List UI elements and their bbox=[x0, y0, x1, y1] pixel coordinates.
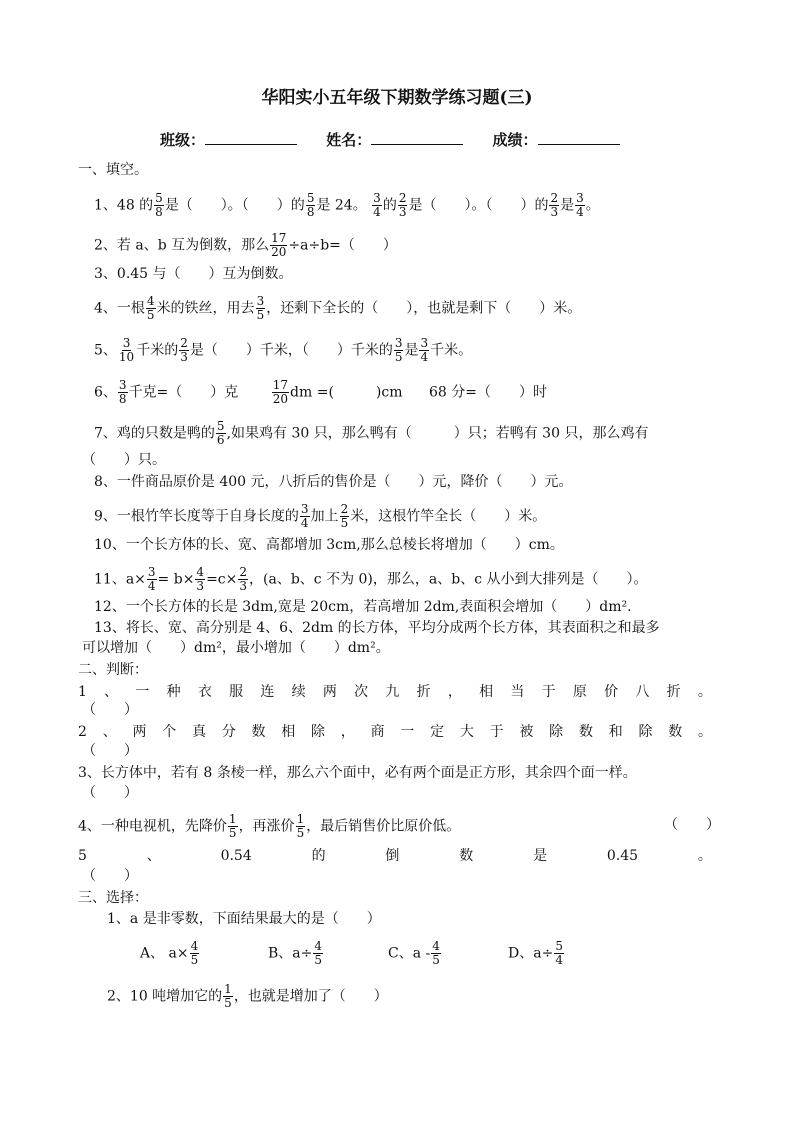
fraction: $\frac{4}{3}$ bbox=[196, 565, 205, 593]
name-blank bbox=[371, 130, 463, 145]
spaced-char: 服 bbox=[229, 684, 244, 700]
spaced-char: 种 bbox=[166, 684, 181, 700]
spaced-char: 一 bbox=[400, 724, 415, 740]
spaced-char: 一 bbox=[135, 684, 150, 700]
fraction: $\frac{3}{4}$ bbox=[300, 502, 309, 530]
spaced-char: 九 bbox=[385, 684, 400, 700]
spaced-char: 相 bbox=[479, 684, 494, 700]
question-2: 2、若 a、b 互为倒数，那么 $\frac{17}{20}$ ÷a÷b=（ ） bbox=[94, 231, 397, 259]
fraction: $\frac{3}{4}$ bbox=[147, 565, 156, 593]
question-10: 10、一个长方体的长、宽、高都增加 3cm,那么总棱长将增加（ ）cm。 bbox=[94, 537, 564, 553]
choice-2: 2、10 吨增加它的 $\frac{1}{5}$ ，也就是增加了（ ） bbox=[107, 982, 388, 1010]
question-1: 1、48 的 $\frac{5}{8}$ 是（ ）。（ ）的 $\frac{5}{8}$ 是 24。 $\frac{3}{4}$ 的 $\frac{2}{3}$ 是（ ）。（ ）的 $\frac{2}{3}$ 是 $\frac{3}{4}$ 。 bbox=[94, 191, 600, 219]
question-6: 6、 $\frac{3}{8}$ 千克=（ ）克 $\frac{17}{20}$ dm =( )cm 68 分=（ ）时 bbox=[94, 378, 547, 406]
spaced-char: 折 bbox=[666, 684, 681, 700]
section-1-heading: 一、填空。 bbox=[78, 162, 148, 178]
spaced-char: 除 bbox=[311, 724, 326, 740]
choice-1-option-b: B、a÷ $\frac{4}{5}$ bbox=[268, 939, 323, 967]
score-label: 成绩： bbox=[492, 131, 538, 149]
page-title: 华阳实小五年级下期数学练习题(三) bbox=[261, 88, 533, 108]
question-7-continued: （ ）只。 bbox=[82, 452, 166, 468]
judgment-5 bbox=[78, 846, 712, 866]
spaced-char: 商 bbox=[370, 724, 385, 740]
spaced-char: 相 bbox=[281, 724, 296, 740]
choice-1-option-d: D、a÷ $\frac{5}{4}$ bbox=[508, 939, 563, 967]
spaced-char: 2 bbox=[78, 724, 87, 740]
spaced-char: 连 bbox=[260, 684, 275, 700]
spaced-char: 原 bbox=[572, 684, 587, 700]
spaced-char: 八 bbox=[635, 684, 650, 700]
fraction: $\frac{3}{8}$ bbox=[118, 378, 127, 406]
section-2-heading: 二、判断： bbox=[78, 662, 148, 678]
choice-1-option-a: A、 a× $\frac{4}{5}$ bbox=[140, 939, 199, 967]
judgment-1 bbox=[78, 682, 712, 702]
fraction: $\frac{1}{5}$ bbox=[224, 982, 232, 1010]
spaced-char: 于 bbox=[489, 724, 504, 740]
question-9: 9、一根竹竿长度等于自身长度的 $\frac{3}{4}$ 加上 $\frac{2}{5}$ 米，这根竹竿全长（ ）米。 bbox=[94, 502, 547, 530]
fraction: $\frac{5}{8}$ bbox=[155, 191, 163, 219]
fraction: $\frac{2}{3}$ bbox=[398, 191, 407, 219]
spaced-char: 于 bbox=[541, 684, 556, 700]
spaced-char: 、 bbox=[104, 684, 119, 700]
spaced-char: 续 bbox=[291, 684, 306, 700]
judgment-2-answer: （ ） bbox=[82, 743, 138, 759]
fraction: $\frac{4}{5}$ bbox=[432, 939, 440, 967]
spaced-char: 被 bbox=[519, 724, 534, 740]
spaced-char: 。 bbox=[697, 684, 712, 700]
judgment-1-answer: （ ） bbox=[82, 702, 138, 718]
spaced-char: 两 bbox=[322, 684, 337, 700]
fraction: $\frac{1}{5}$ bbox=[228, 812, 237, 840]
spaced-char: 衣 bbox=[197, 684, 212, 700]
judgment-2 bbox=[78, 722, 712, 742]
fraction: $\frac{1}{5}$ bbox=[296, 812, 305, 840]
question-3: 3、0.45 与（ ）互为倒数。 bbox=[94, 266, 293, 282]
fraction: $\frac{2}{5}$ bbox=[340, 502, 349, 530]
spaced-char: 数 bbox=[578, 724, 593, 740]
spaced-char: 、 bbox=[146, 848, 161, 864]
spaced-char: 是 bbox=[533, 848, 548, 864]
spaced-char: 数 bbox=[668, 724, 683, 740]
spaced-char: ， bbox=[447, 684, 462, 700]
question-8: 8、一件商品原价是 400 元，八折后的售价是（ ）元，降价（ ）元。 bbox=[94, 474, 573, 490]
class-blank bbox=[205, 130, 297, 145]
fraction: $\frac{3}{5}$ bbox=[256, 294, 265, 322]
fraction: $\frac{3}{4}$ bbox=[420, 336, 429, 364]
spaced-char: 0.54 bbox=[220, 848, 252, 864]
judgment-5-answer: （ ） bbox=[82, 868, 138, 884]
name-label: 姓名： bbox=[326, 131, 372, 149]
judgment-4: 4、一种电视机，先降价 $\frac{1}{5}$ ，再涨价 $\frac{1}{5}$ ，最后销售价比原价低。 bbox=[78, 812, 461, 840]
spaced-char: 。 bbox=[697, 848, 712, 864]
spaced-char: 定 bbox=[430, 724, 445, 740]
student-info-line bbox=[160, 130, 644, 150]
question-13: 13、将长、宽、高分别是 4、6、2dm 的长方体，平均分成两个长方体，其表面积之和最多 bbox=[94, 620, 660, 636]
fraction: $\frac{3}{4}$ bbox=[576, 191, 584, 219]
question-11: 11、a× $\frac{3}{4}$ = b× $\frac{4}{3}$ =c× $\frac{2}{3}$ ，(a、b、c 不为 0)，那么，a、b、c 从小到大排列是（ ）。 bbox=[94, 565, 648, 593]
spaced-char: 两 bbox=[132, 724, 147, 740]
spaced-char: 5 bbox=[78, 848, 87, 864]
spaced-char: 和 bbox=[608, 724, 623, 740]
question-4: 4、一根 $\frac{4}{5}$ 米的铁丝，用去 $\frac{3}{5}$ ，还剩下全长的（ ），也就是剩下（ ）米。 bbox=[94, 294, 582, 322]
fraction: $\frac{17}{20}$ bbox=[271, 231, 287, 259]
judgment-3-answer: （ ） bbox=[82, 785, 138, 801]
question-7: 7、鸡的只数是鸭的 $\frac{5}{6}$ ,如果鸡有 30 只，那么鸭有（ ）只；若鸭有 30 只，那么鸡有 bbox=[94, 419, 649, 447]
spaced-char: 。 bbox=[698, 724, 712, 740]
judgment-4-answer: （ ） bbox=[664, 817, 720, 833]
choice-1: 1、a 是非零数，下面结果最大的是（ ） bbox=[107, 911, 381, 927]
fraction: $\frac{2}{3}$ bbox=[550, 191, 559, 219]
spaced-char: ， bbox=[340, 724, 355, 740]
spaced-char: 大 bbox=[459, 724, 474, 740]
fraction: $\frac{3}{4}$ bbox=[373, 191, 381, 219]
spaced-char: 数 bbox=[459, 848, 474, 864]
fraction: $\frac{5}{6}$ bbox=[216, 419, 225, 447]
spaced-char: 除 bbox=[638, 724, 653, 740]
fraction: $\frac{3}{5}$ bbox=[394, 336, 403, 364]
fraction: $\frac{5}{8}$ bbox=[306, 191, 315, 219]
class-label: 班级： bbox=[160, 131, 206, 149]
fraction: $\frac{17}{20}$ bbox=[272, 378, 289, 406]
fraction: $\frac{3}{10}$ bbox=[118, 336, 135, 364]
fraction: $\frac{4}{5}$ bbox=[190, 939, 199, 967]
spaced-char: 倒 bbox=[385, 848, 400, 864]
spaced-char: 数 bbox=[251, 724, 266, 740]
fraction: $\frac{5}{4}$ bbox=[555, 939, 563, 967]
spaced-char: 价 bbox=[604, 684, 619, 700]
question-5: 5、 $\frac{3}{10}$ 千米的 $\frac{2}{3}$ 是（ ）千米，（ ）千米的 $\frac{3}{5}$ 是 $\frac{3}{4}$ 千米。 bbox=[94, 336, 473, 364]
choice-1-option-c: C、a - $\frac{4}{5}$ bbox=[388, 939, 440, 967]
fraction: $\frac{4}{5}$ bbox=[314, 939, 323, 967]
spaced-char: 的 bbox=[311, 848, 326, 864]
fraction: $\frac{2}{3}$ bbox=[239, 565, 248, 593]
fraction: $\frac{2}{3}$ bbox=[180, 336, 188, 364]
spaced-char: 0.45 bbox=[606, 848, 639, 864]
judgment-3: 3、长方体中，若有 8 条棱一样，那么六个面中，必有两个面是正方形，其余四个面一样。 bbox=[78, 765, 637, 781]
spaced-char: 折 bbox=[416, 684, 431, 700]
spaced-char: 个 bbox=[162, 724, 177, 740]
spaced-char: 真 bbox=[191, 724, 206, 740]
spaced-char: 当 bbox=[510, 684, 525, 700]
spaced-char: 1 bbox=[78, 684, 87, 700]
spaced-char: 分 bbox=[221, 724, 236, 740]
question-13-continued: 可以增加（ ）dm²，最小增加（ ）dm²。 bbox=[82, 640, 390, 656]
fraction: $\frac{4}{5}$ bbox=[146, 294, 155, 322]
spaced-char: 、 bbox=[102, 724, 117, 740]
section-3-heading: 三、选择： bbox=[78, 890, 148, 906]
question-12: 12、一个长方体的长是 3dm,宽是 20cm，若高增加 2dm,表面积会增加（ ）dm². bbox=[94, 599, 632, 615]
spaced-char: 除 bbox=[549, 724, 564, 740]
spaced-char: 次 bbox=[354, 684, 369, 700]
score-blank bbox=[538, 130, 620, 145]
